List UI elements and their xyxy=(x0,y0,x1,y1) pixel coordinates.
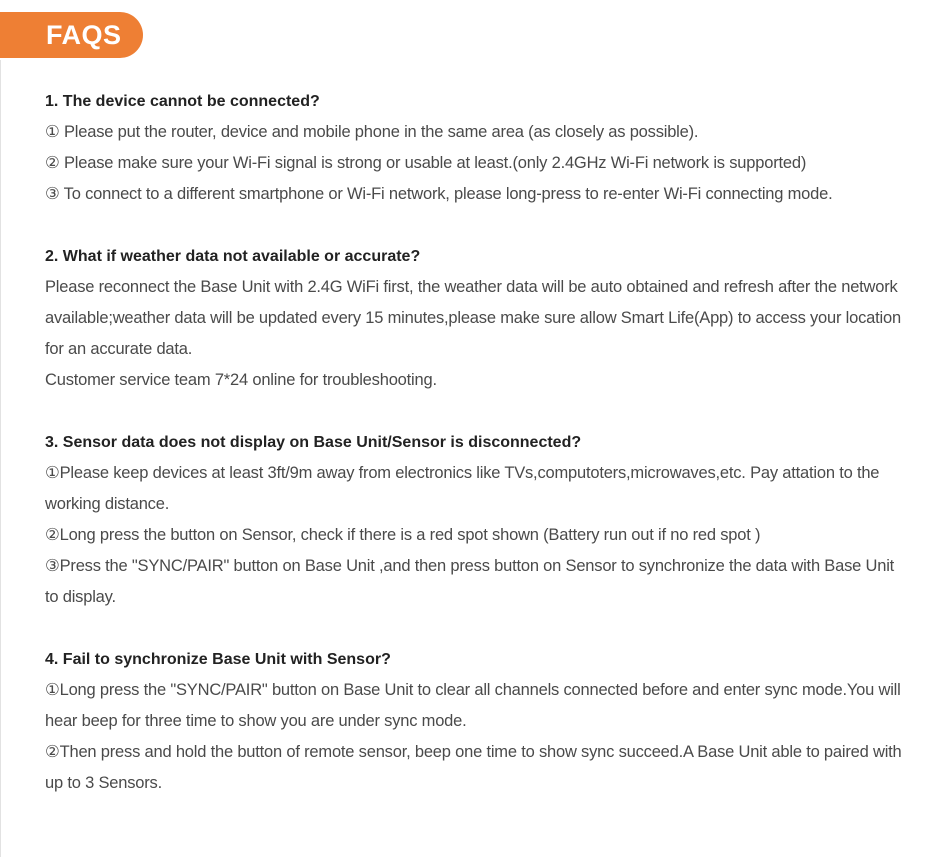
faq-answer-line: Customer service team 7*24 online for troubleshooting. xyxy=(45,371,437,389)
faqs-header-tab xyxy=(0,12,143,58)
faqs-title: FAQS xyxy=(46,19,122,50)
faq-answer-line: Please reconnect the Base Unit with 2.4G WiFi first, the weather data will be auto obtained and refresh after the network available;weather data will be updated every 15 minutes,please make sure allow Smart Life(App) to access your location for an accurate data. xyxy=(45,278,901,358)
faq-question: 2. What if weather data not available or accurate? xyxy=(45,248,421,265)
faq-item-2 xyxy=(45,241,905,396)
faq-question: 4. Fail to synchronize Base Unit with Sensor? xyxy=(45,651,391,668)
faq-answer-line: ①Long press the "SYNC/PAIR" button on Base Unit to clear all channels connected before and enter sync mode.You will hear beep for three time to show you are under sync mode. xyxy=(45,681,901,730)
faq-answer-line: ① Please put the router, device and mobile phone in the same area (as closely as possible). xyxy=(45,123,699,141)
faq-item-3 xyxy=(45,427,905,613)
faq-list xyxy=(45,86,905,830)
faq-answer-line: ②Long press the button on Sensor, check if there is a red spot shown (Battery run out if no red spot ) xyxy=(45,526,761,544)
faq-question: 3. Sensor data does not display on Base Unit/Sensor is disconnected? xyxy=(45,434,582,451)
faq-answer-line: ②Then press and hold the button of remote sensor, beep one time to show sync succeed.A Base Unit able to paired with up to 3 Sensors. xyxy=(45,743,902,792)
faq-answer-line: ①Please keep devices at least 3ft/9m away from electronics like TVs,computoters,microwaves,etc. Pay attation to the working distance. xyxy=(45,464,880,513)
faq-answer-line: ③Press the "SYNC/PAIR" button on Base Unit ,and then press button on Sensor to synchronize the data with Base Unit to display. xyxy=(45,557,895,606)
content-left-border xyxy=(0,60,1,857)
faq-answer-line: ③ To connect to a different smartphone or Wi-Fi network, please long-press to re-enter Wi-Fi connecting mode. xyxy=(45,185,833,203)
faq-question: 1. The device cannot be connected? xyxy=(45,93,320,110)
faq-answer-line: ② Please make sure your Wi-Fi signal is strong or usable at least.(only 2.4GHz Wi-Fi network is supported) xyxy=(45,154,807,172)
faq-item-1 xyxy=(45,86,905,210)
faq-item-4 xyxy=(45,644,905,799)
